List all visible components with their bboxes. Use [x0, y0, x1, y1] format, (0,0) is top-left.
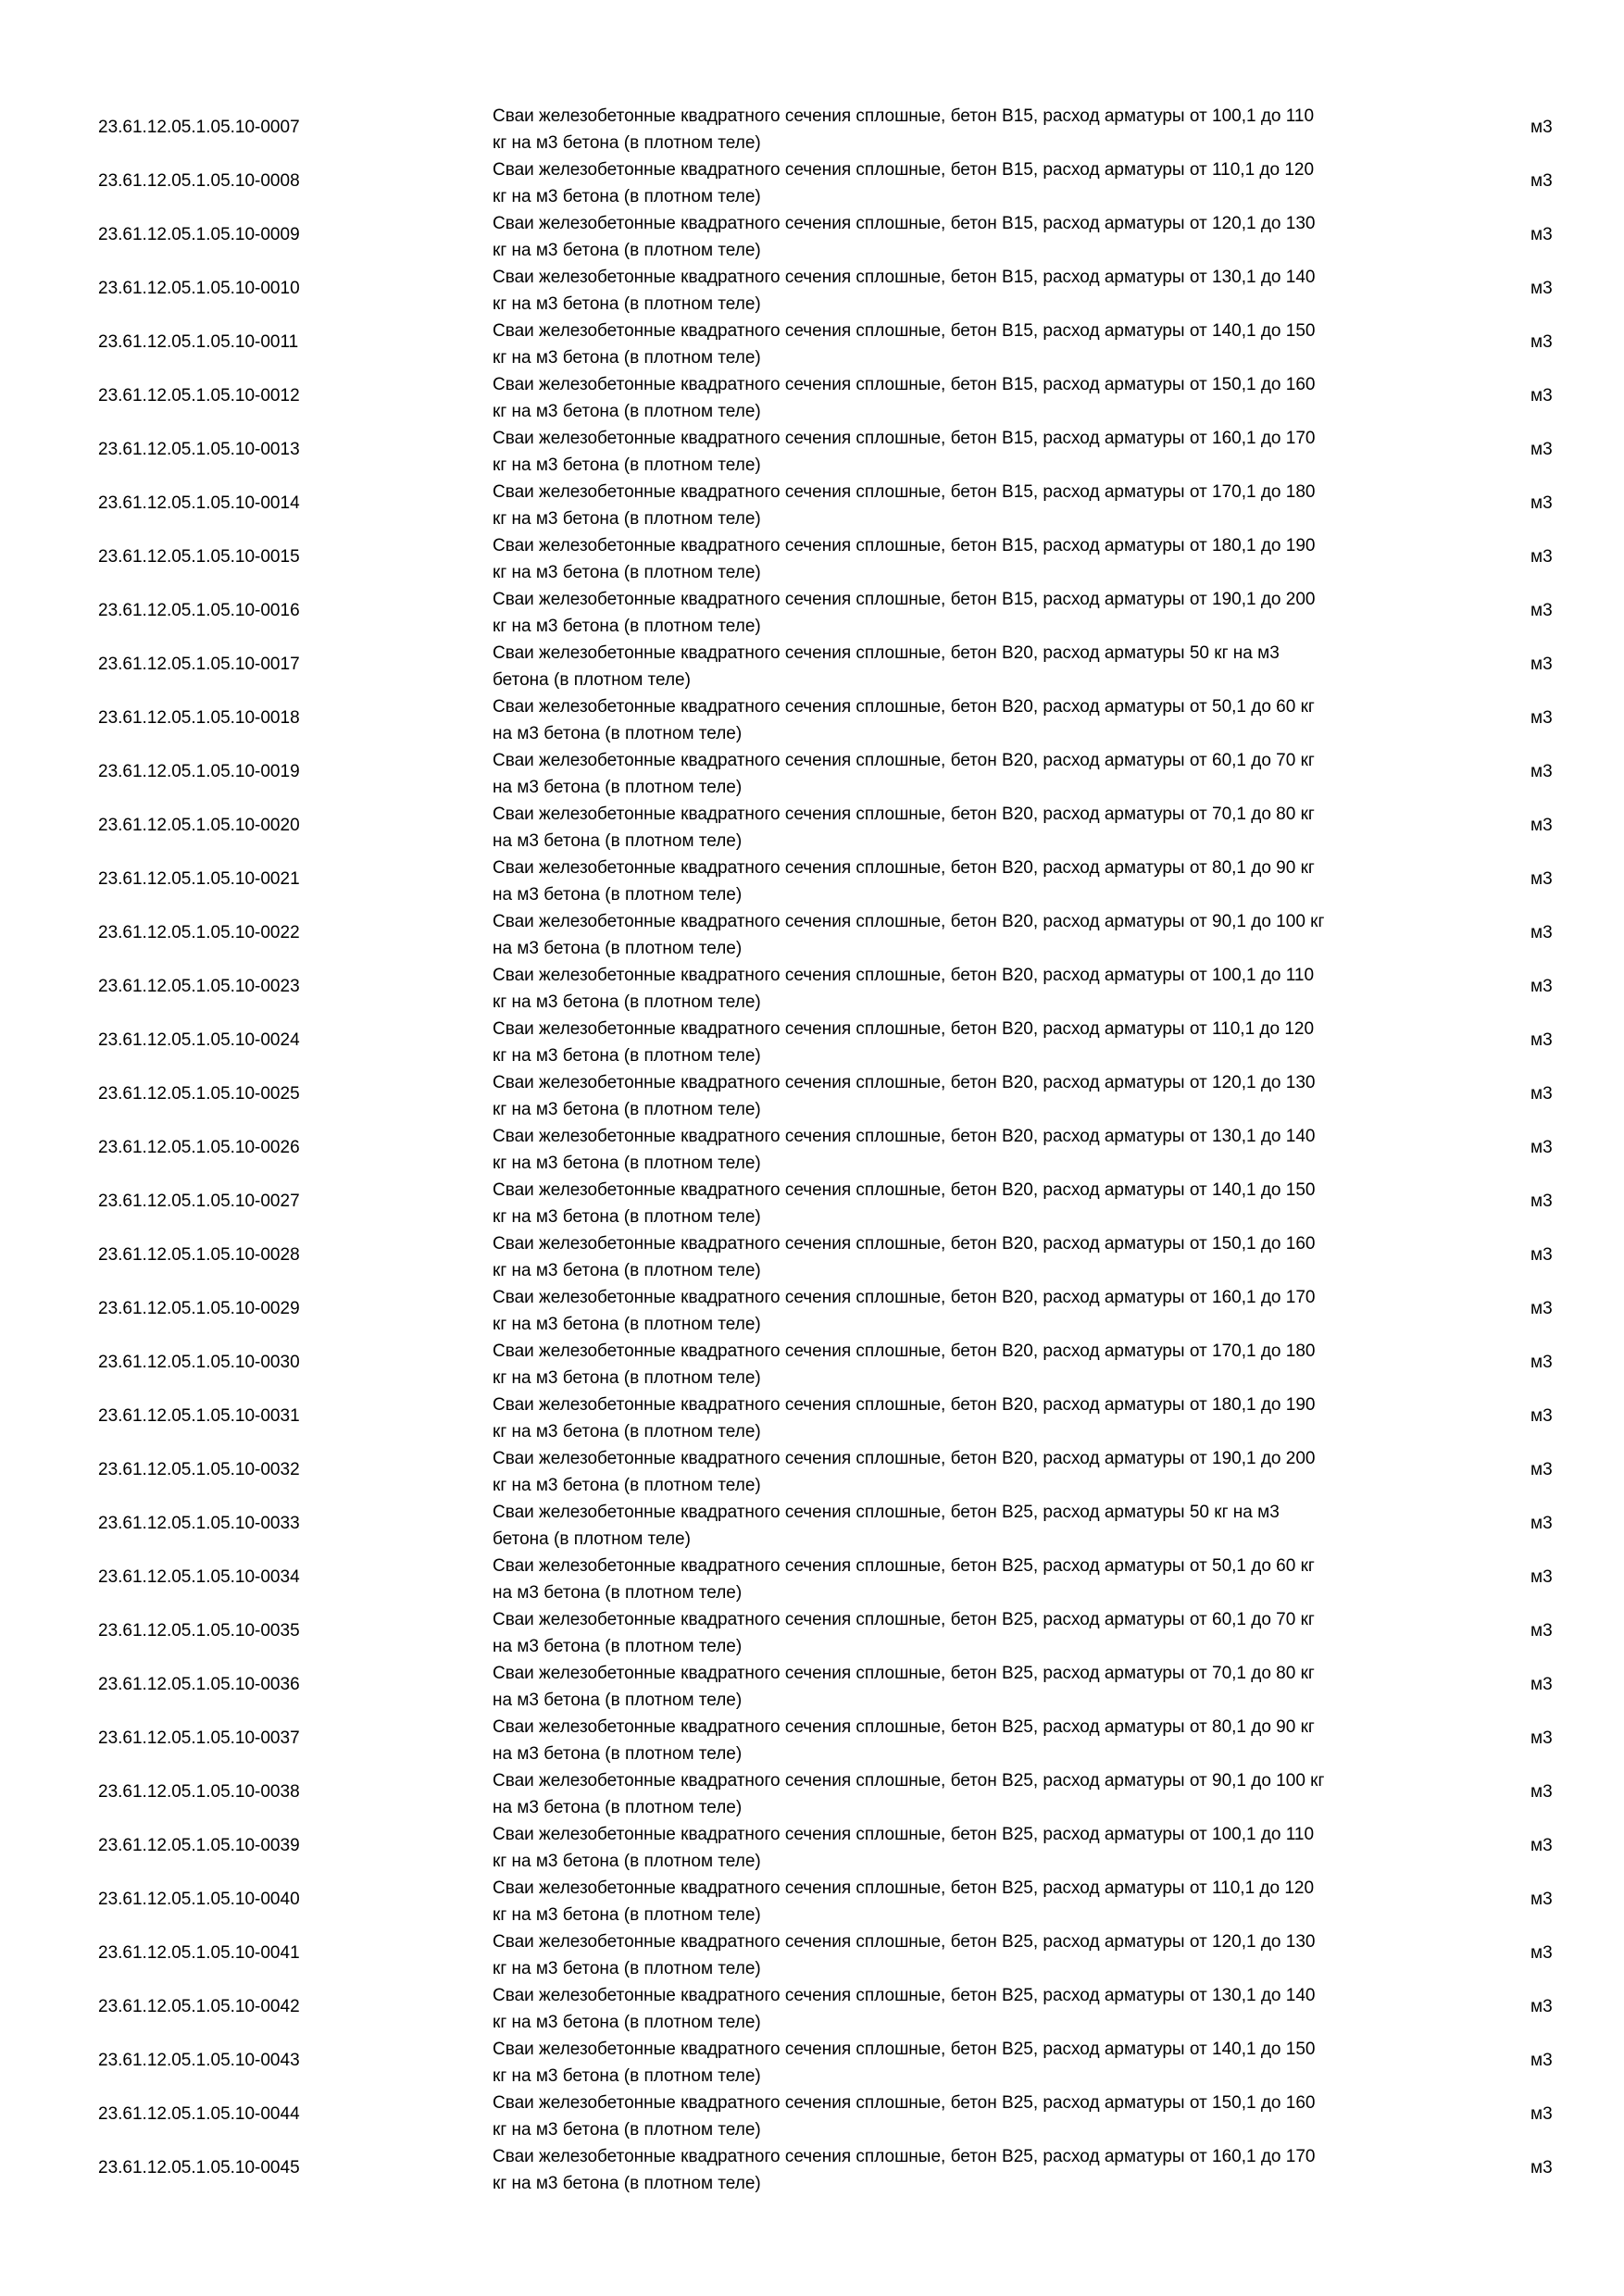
table-row: [0, 587, 1624, 641]
resource-description: [493, 1285, 1446, 1338]
resource-description: [493, 963, 1446, 1016]
resource-description: [493, 2037, 1446, 2090]
resource-code: 23.61.12.05.1.05.10-0028: [98, 1245, 300, 1265]
description-line-2: кг на м3 бетона (в плотном теле): [493, 562, 761, 582]
table-row: [0, 1929, 1624, 1983]
description-line-1: Сваи железобетонные квадратного сечения сплошные, бетон B15, расход арматуры от 100,1 до 110: [493, 106, 1315, 126]
description-line-2: кг на м3 бетона (в плотном теле): [493, 401, 761, 421]
description-line-1: Сваи железобетонные квадратного сечения сплошные, бетон B25, расход арматуры 50 кг на м3: [493, 1503, 1280, 1522]
resource-code: 23.61.12.05.1.05.10-0008: [98, 171, 300, 191]
resource-code: 23.61.12.05.1.05.10-0042: [98, 1997, 300, 2016]
description-line-1: Сваи железобетонные квадратного сечения сплошные, бетон B15, расход арматуры от 190,1 до 200: [493, 590, 1316, 609]
resource-code: 23.61.12.05.1.05.10-0022: [98, 923, 300, 942]
resource-description: [493, 802, 1446, 855]
table-row: [0, 1070, 1624, 1124]
unit-of-measure: м3: [1530, 601, 1553, 620]
resource-code: 23.61.12.05.1.05.10-0014: [98, 493, 300, 513]
description-line-1: Сваи железобетонные квадратного сечения сплошные, бетон B15, расход арматуры от 170,1 до 180: [493, 482, 1316, 502]
description-line-2: кг на м3 бетона (в плотном теле): [493, 508, 761, 529]
resource-description: [493, 1070, 1446, 1123]
resource-description: [493, 372, 1446, 425]
description-line-1: Сваи железобетонные квадратного сечения сплошные, бетон B25, расход арматуры от 60,1 до 70 кг: [493, 1610, 1315, 1629]
resource-description: [493, 1554, 1446, 1606]
unit-of-measure: м3: [1530, 2158, 1553, 2177]
description-line-1: Сваи железобетонные квадратного сечения сплошные, бетон B20, расход арматуры от 140,1 до 150: [493, 1180, 1316, 1200]
resource-description: [493, 1876, 1446, 1928]
resource-code: 23.61.12.05.1.05.10-0038: [98, 1782, 300, 1802]
resource-code: 23.61.12.05.1.05.10-0018: [98, 708, 300, 728]
description-line-2: бетона (в плотном теле): [493, 1529, 691, 1549]
description-line-2: кг на м3 бетона (в плотном теле): [493, 1475, 761, 1495]
description-line-2: на м3 бетона (в плотном теле): [493, 1743, 743, 1764]
unit-of-measure: м3: [1530, 977, 1553, 996]
resource-code: 23.61.12.05.1.05.10-0009: [98, 225, 300, 244]
table-row: [0, 2037, 1624, 2090]
table-row: [0, 1661, 1624, 1715]
description-line-2: на м3 бетона (в плотном теле): [493, 1582, 743, 1603]
resource-description: [493, 2090, 1446, 2143]
unit-of-measure: м3: [1530, 1728, 1553, 1748]
description-line-1: Сваи железобетонные квадратного сечения сплошные, бетон B20, расход арматуры от 100,1 до 110: [493, 966, 1315, 985]
description-line-2: кг на м3 бетона (в плотном теле): [493, 1045, 761, 1066]
description-line-1: Сваи железобетонные квадратного сечения сплошные, бетон B25, расход арматуры от 160,1 до 170: [493, 2147, 1316, 2166]
unit-of-measure: м3: [1530, 2104, 1553, 2124]
description-line-2: кг на м3 бетона (в плотном теле): [493, 1314, 761, 1334]
description-line-1: Сваи железобетонные квадратного сечения сплошные, бетон B15, расход арматуры от 160,1 до 170: [493, 429, 1316, 448]
description-line-1: Сваи железобетонные квадратного сечения сплошные, бетон B20, расход арматуры от 50,1 до 60 кг: [493, 697, 1315, 717]
resource-description: [493, 211, 1446, 264]
description-line-1: Сваи железобетонные квадратного сечения сплошные, бетон B20, расход арматуры от 60,1 до 70 кг: [493, 751, 1315, 770]
table-row: [0, 855, 1624, 909]
description-line-1: Сваи железобетонные квадратного сечения сплошные, бетон B15, расход арматуры от 130,1 до 140: [493, 268, 1316, 287]
unit-of-measure: м3: [1530, 1782, 1553, 1802]
table-row: [0, 211, 1624, 265]
resource-description: [493, 1929, 1446, 1982]
resource-code: 23.61.12.05.1.05.10-0012: [98, 386, 300, 406]
description-line-1: Сваи железобетонные квадратного сечения сплошные, бетон B25, расход арматуры от 80,1 до 90 кг: [493, 1717, 1315, 1737]
resource-description: [493, 480, 1446, 532]
resource-code: 23.61.12.05.1.05.10-0017: [98, 655, 300, 674]
resource-description: [493, 909, 1446, 962]
resource-description: [493, 1661, 1446, 1714]
table-row: [0, 641, 1624, 694]
unit-of-measure: м3: [1530, 1406, 1553, 1426]
description-line-2: кг на м3 бетона (в плотном теле): [493, 2173, 761, 2193]
description-line-1: Сваи железобетонные квадратного сечения сплошные, бетон B15, расход арматуры от 110,1 до 120: [493, 160, 1315, 180]
resource-code: 23.61.12.05.1.05.10-0025: [98, 1084, 300, 1104]
unit-of-measure: м3: [1530, 493, 1553, 513]
resource-description: [493, 1392, 1446, 1445]
description-line-2: на м3 бетона (в плотном теле): [493, 777, 743, 797]
table-row: [0, 2144, 1624, 2198]
table-row: [0, 533, 1624, 587]
table-row: [0, 1285, 1624, 1339]
resource-code: 23.61.12.05.1.05.10-0024: [98, 1030, 300, 1050]
unit-of-measure: м3: [1530, 762, 1553, 781]
description-line-2: кг на м3 бетона (в плотном теле): [493, 2065, 761, 2086]
unit-of-measure: м3: [1530, 547, 1553, 567]
table-row: [0, 1446, 1624, 1500]
resource-code: 23.61.12.05.1.05.10-0037: [98, 1728, 300, 1748]
description-line-1: Сваи железобетонные квадратного сечения сплошные, бетон B20, расход арматуры от 130,1 до 140: [493, 1127, 1316, 1146]
unit-of-measure: м3: [1530, 1514, 1553, 1533]
unit-of-measure: м3: [1530, 440, 1553, 459]
resource-code: 23.61.12.05.1.05.10-0040: [98, 1890, 300, 1909]
description-line-2: на м3 бетона (в плотном теле): [493, 830, 743, 851]
table-row: [0, 265, 1624, 318]
unit-of-measure: м3: [1530, 1030, 1553, 1050]
resource-code: 23.61.12.05.1.05.10-0029: [98, 1299, 300, 1318]
description-line-2: кг на м3 бетона (в плотном теле): [493, 1958, 761, 1978]
description-line-1: Сваи железобетонные квадратного сечения сплошные, бетон B20, расход арматуры от 110,1 до 120: [493, 1019, 1315, 1039]
resource-code: 23.61.12.05.1.05.10-0039: [98, 1836, 300, 1855]
unit-of-measure: м3: [1530, 1245, 1553, 1265]
table-row: [0, 1231, 1624, 1285]
document-page: [0, 104, 1624, 2198]
unit-of-measure: м3: [1530, 1460, 1553, 1479]
resource-code: 23.61.12.05.1.05.10-0041: [98, 1943, 300, 1963]
description-line-1: Сваи железобетонные квадратного сечения сплошные, бетон B20, расход арматуры от 90,1 до 100 кг: [493, 912, 1325, 931]
resource-description: [493, 855, 1446, 908]
description-line-2: на м3 бетона (в плотном теле): [493, 1636, 743, 1656]
resource-description: [493, 1124, 1446, 1177]
description-line-2: на м3 бетона (в плотном теле): [493, 938, 743, 958]
description-line-2: кг на м3 бетона (в плотном теле): [493, 992, 761, 1012]
description-line-1: Сваи железобетонные квадратного сечения сплошные, бетон B15, расход арматуры от 180,1 до 190: [493, 536, 1316, 555]
unit-of-measure: м3: [1530, 1353, 1553, 1372]
resource-description: [493, 748, 1446, 801]
description-line-1: Сваи железобетонные квадратного сечения сплошные, бетон B20, расход арматуры от 180,1 до 190: [493, 1395, 1316, 1415]
table-row: [0, 2090, 1624, 2144]
description-line-1: Сваи железобетонные квадратного сечения сплошные, бетон B20, расход арматуры от 150,1 до 160: [493, 1234, 1316, 1254]
description-line-1: Сваи железобетонные квадратного сечения сплошные, бетон B20, расход арматуры от 80,1 до 90 кг: [493, 858, 1315, 878]
description-line-2: кг на м3 бетона (в плотном теле): [493, 1851, 761, 1871]
table-row: [0, 104, 1624, 157]
unit-of-measure: м3: [1530, 1836, 1553, 1855]
resource-description: [493, 104, 1446, 156]
description-line-2: на м3 бетона (в плотном теле): [493, 1797, 743, 1817]
resource-code: 23.61.12.05.1.05.10-0019: [98, 762, 300, 781]
resource-description: [493, 1822, 1446, 1875]
resource-code: 23.61.12.05.1.05.10-0021: [98, 869, 300, 889]
resource-description: [493, 1017, 1446, 1069]
table-row: [0, 909, 1624, 963]
resource-description: [493, 587, 1446, 640]
table-row: [0, 426, 1624, 480]
resource-code: 23.61.12.05.1.05.10-0016: [98, 601, 300, 620]
description-line-1: Сваи железобетонные квадратного сечения сплошные, бетон B15, расход арматуры от 140,1 до 150: [493, 321, 1316, 341]
resource-code: 23.61.12.05.1.05.10-0011: [98, 332, 299, 352]
description-line-1: Сваи железобетонные квадратного сечения сплошные, бетон B20, расход арматуры от 70,1 до 80 кг: [493, 805, 1315, 824]
description-line-2: кг на м3 бетона (в плотном теле): [493, 186, 761, 206]
table-row: [0, 1876, 1624, 1929]
unit-of-measure: м3: [1530, 869, 1553, 889]
resource-description: [493, 157, 1446, 210]
resource-description: [493, 2144, 1446, 2197]
description-line-1: Сваи железобетонные квадратного сечения сплошные, бетон B25, расход арматуры от 70,1 до 80 кг: [493, 1664, 1315, 1683]
description-line-2: кг на м3 бетона (в плотном теле): [493, 1260, 761, 1280]
table-row: [0, 963, 1624, 1017]
table-row: [0, 1768, 1624, 1822]
resource-description: [493, 1983, 1446, 2036]
description-line-1: Сваи железобетонные квадратного сечения сплошные, бетон B25, расход арматуры от 100,1 до 110: [493, 1825, 1315, 1844]
resource-code: 23.61.12.05.1.05.10-0026: [98, 1138, 300, 1157]
table-row: [0, 1822, 1624, 1876]
table-row: [0, 1178, 1624, 1231]
unit-of-measure: м3: [1530, 171, 1553, 191]
description-line-2: кг на м3 бетона (в плотном теле): [493, 132, 761, 153]
resource-description: [493, 265, 1446, 318]
description-line-2: кг на м3 бетона (в плотном теле): [493, 455, 761, 475]
description-line-2: кг на м3 бетона (в плотном теле): [493, 2119, 761, 2140]
unit-of-measure: м3: [1530, 332, 1553, 352]
resource-code: 23.61.12.05.1.05.10-0020: [98, 816, 300, 835]
description-line-1: Сваи железобетонные квадратного сечения сплошные, бетон B25, расход арматуры от 130,1 до 140: [493, 1986, 1316, 2005]
resource-description: [493, 1715, 1446, 1767]
unit-of-measure: м3: [1530, 1997, 1553, 2016]
unit-of-measure: м3: [1530, 1890, 1553, 1909]
unit-of-measure: м3: [1530, 708, 1553, 728]
resource-description: [493, 318, 1446, 371]
resource-code: 23.61.12.05.1.05.10-0036: [98, 1675, 300, 1694]
description-line-2: кг на м3 бетона (в плотном теле): [493, 1099, 761, 1119]
description-line-1: Сваи железобетонные квадратного сечения сплошные, бетон B15, расход арматуры от 120,1 до 130: [493, 214, 1316, 233]
resource-description: [493, 426, 1446, 479]
unit-of-measure: м3: [1530, 2051, 1553, 2070]
resource-description: [493, 694, 1446, 747]
resource-code: 23.61.12.05.1.05.10-0013: [98, 440, 300, 459]
table-row: [0, 1392, 1624, 1446]
unit-of-measure: м3: [1530, 1192, 1553, 1211]
table-row: [0, 157, 1624, 211]
description-line-1: Сваи железобетонные квадратного сечения сплошные, бетон B25, расход арматуры от 110,1 до 120: [493, 1878, 1315, 1898]
description-line-2: на м3 бетона (в плотном теле): [493, 723, 743, 743]
description-line-2: кг на м3 бетона (в плотном теле): [493, 240, 761, 260]
resource-code: 23.61.12.05.1.05.10-0010: [98, 279, 300, 298]
table-row: [0, 318, 1624, 372]
table-row: [0, 1017, 1624, 1070]
resource-code: 23.61.12.05.1.05.10-0032: [98, 1460, 300, 1479]
description-line-2: на м3 бетона (в плотном теле): [493, 884, 743, 905]
description-line-1: Сваи железобетонные квадратного сечения сплошные, бетон B20, расход арматуры от 160,1 до 170: [493, 1288, 1316, 1307]
resource-code: 23.61.12.05.1.05.10-0033: [98, 1514, 300, 1533]
resource-description: [493, 1500, 1446, 1553]
unit-of-measure: м3: [1530, 1943, 1553, 1963]
description-line-2: бетона (в плотном теле): [493, 669, 691, 690]
table-row: [0, 1715, 1624, 1768]
description-line-1: Сваи железобетонные квадратного сечения сплошные, бетон B25, расход арматуры от 50,1 до 60 кг: [493, 1556, 1315, 1576]
description-line-2: кг на м3 бетона (в плотном теле): [493, 1153, 761, 1173]
resource-description: [493, 533, 1446, 586]
resource-description: [493, 1178, 1446, 1230]
resource-code: 23.61.12.05.1.05.10-0007: [98, 118, 300, 137]
price-list-table: [0, 104, 1624, 2198]
unit-of-measure: м3: [1530, 1138, 1553, 1157]
table-row: [0, 694, 1624, 748]
description-line-2: кг на м3 бетона (в плотном теле): [493, 1904, 761, 1925]
resource-code: 23.61.12.05.1.05.10-0044: [98, 2104, 300, 2124]
table-row: [0, 748, 1624, 802]
description-line-2: кг на м3 бетона (в плотном теле): [493, 347, 761, 368]
resource-code: 23.61.12.05.1.05.10-0035: [98, 1621, 300, 1641]
table-row: [0, 1607, 1624, 1661]
unit-of-measure: м3: [1530, 1299, 1553, 1318]
description-line-1: Сваи железобетонные квадратного сечения сплошные, бетон B25, расход арматуры от 140,1 до 150: [493, 2040, 1316, 2059]
description-line-2: кг на м3 бетона (в плотном теле): [493, 1367, 761, 1388]
table-row: [0, 802, 1624, 855]
resource-description: [493, 1607, 1446, 1660]
resource-code: 23.61.12.05.1.05.10-0043: [98, 2051, 300, 2070]
resource-description: [493, 641, 1446, 693]
description-line-2: на м3 бетона (в плотном теле): [493, 1690, 743, 1710]
description-line-1: Сваи железобетонные квадратного сечения сплошные, бетон B15, расход арматуры от 150,1 до 160: [493, 375, 1316, 394]
table-row: [0, 372, 1624, 426]
unit-of-measure: м3: [1530, 386, 1553, 406]
description-line-2: кг на м3 бетона (в плотном теле): [493, 1206, 761, 1227]
resource-code: 23.61.12.05.1.05.10-0027: [98, 1192, 300, 1211]
description-line-2: кг на м3 бетона (в плотном теле): [493, 293, 761, 314]
description-line-1: Сваи железобетонные квадратного сечения сплошные, бетон B25, расход арматуры от 150,1 до 160: [493, 2093, 1316, 2113]
table-row: [0, 1339, 1624, 1392]
unit-of-measure: м3: [1530, 1621, 1553, 1641]
description-line-1: Сваи железобетонные квадратного сечения сплошные, бетон B20, расход арматуры от 190,1 до 200: [493, 1449, 1316, 1468]
unit-of-measure: м3: [1530, 1084, 1553, 1104]
resource-description: [493, 1768, 1446, 1821]
resource-code: 23.61.12.05.1.05.10-0031: [98, 1406, 300, 1426]
table-row: [0, 1554, 1624, 1607]
resource-description: [493, 1446, 1446, 1499]
resource-code: 23.61.12.05.1.05.10-0023: [98, 977, 300, 996]
description-line-1: Сваи железобетонные квадратного сечения сплошные, бетон B25, расход арматуры от 120,1 до 130: [493, 1932, 1316, 1952]
description-line-2: кг на м3 бетона (в плотном теле): [493, 616, 761, 636]
description-line-1: Сваи железобетонные квадратного сечения сплошные, бетон B25, расход арматуры от 90,1 до 100 кг: [493, 1771, 1325, 1791]
resource-description: [493, 1339, 1446, 1391]
table-row: [0, 480, 1624, 533]
unit-of-measure: м3: [1530, 279, 1553, 298]
unit-of-measure: м3: [1530, 118, 1553, 137]
unit-of-measure: м3: [1530, 225, 1553, 244]
unit-of-measure: м3: [1530, 1675, 1553, 1694]
table-row: [0, 1500, 1624, 1554]
unit-of-measure: м3: [1530, 816, 1553, 835]
description-line-2: кг на м3 бетона (в плотном теле): [493, 2012, 761, 2032]
unit-of-measure: м3: [1530, 923, 1553, 942]
resource-code: 23.61.12.05.1.05.10-0045: [98, 2158, 300, 2177]
description-line-2: кг на м3 бетона (в плотном теле): [493, 1421, 761, 1441]
resource-code: 23.61.12.05.1.05.10-0034: [98, 1567, 300, 1587]
table-row: [0, 1124, 1624, 1178]
table-row: [0, 1983, 1624, 2037]
unit-of-measure: м3: [1530, 655, 1553, 674]
resource-code: 23.61.12.05.1.05.10-0030: [98, 1353, 300, 1372]
description-line-1: Сваи железобетонные квадратного сечения сплошные, бетон B20, расход арматуры от 120,1 до 130: [493, 1073, 1316, 1092]
resource-description: [493, 1231, 1446, 1284]
resource-code: 23.61.12.05.1.05.10-0015: [98, 547, 300, 567]
description-line-1: Сваи железобетонные квадратного сечения сплошные, бетон B20, расход арматуры 50 кг на м3: [493, 643, 1280, 663]
description-line-1: Сваи железобетонные квадратного сечения сплошные, бетон B20, расход арматуры от 170,1 до 180: [493, 1341, 1316, 1361]
unit-of-measure: м3: [1530, 1567, 1553, 1587]
